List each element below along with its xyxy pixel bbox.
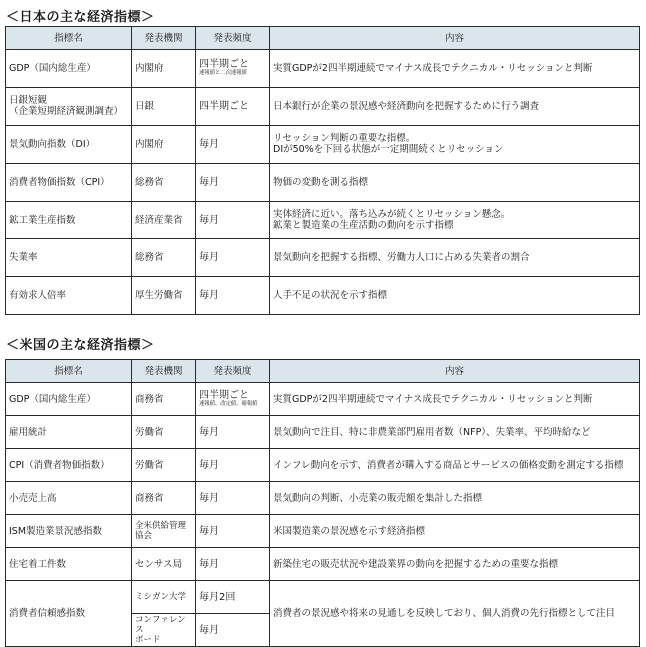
table-row	[6, 201, 640, 239]
content: 米国製造業の景況感を示す経済指標	[270, 515, 640, 548]
frequency	[196, 515, 270, 548]
agency: ミシガン大学	[132, 581, 196, 614]
indicator-name: GDP（国内総生産）	[6, 50, 132, 88]
table-row	[6, 125, 640, 163]
table-header-row	[6, 27, 640, 50]
content: 景気動向の判断、小売業の販売額を集計した指標	[270, 482, 640, 515]
indicator-name: 住宅着工件数	[6, 548, 132, 581]
indicator-name: 鉱工業生産指数	[6, 201, 132, 239]
header-indicator-name: 指標名	[6, 27, 132, 50]
indicator-name: 消費者信頼感指数	[6, 581, 132, 647]
frequency-note: 速報値、改定値、確報値	[199, 401, 258, 407]
agency: 総務省	[132, 163, 196, 201]
frequency-note: 速報値と二次速報値	[199, 70, 247, 77]
agency: 全米供給管理 協会	[132, 515, 196, 548]
table-row	[6, 383, 640, 416]
indicator-name: 景気動向指数（DI）	[6, 125, 132, 163]
indicator-name: 有効求人倍率	[6, 277, 132, 315]
table-row	[6, 482, 640, 515]
content: 人手不足の状況を示す指標	[270, 277, 640, 315]
table-header-row	[6, 360, 640, 383]
agency: 労働省	[132, 416, 196, 449]
us-section-title: ＜米国の主な経済指標＞	[6, 338, 155, 353]
indicator-name: CPI（消費者物価指数）	[6, 449, 132, 482]
header-agency: 発表機関	[132, 27, 196, 50]
header-content: 内容	[270, 360, 640, 383]
agency: 内閣府	[132, 50, 196, 88]
content: インフレ動向を示す、消費者が購入する商品とサービスの価格変動を測定する指標	[270, 449, 640, 482]
table-row	[6, 239, 640, 277]
table-row	[6, 581, 640, 614]
frequency	[196, 50, 270, 88]
content: 日本銀行が企業の景況感や経済動向を把握するために行う調査	[270, 87, 640, 125]
frequency	[196, 548, 270, 581]
content: 新築住宅の販売状況や建設業界の動向を把握するための重要な指標	[270, 548, 640, 581]
content: 景気動向を把握する指標、労働力人口に占める失業者の割合	[270, 239, 640, 277]
frequency-main: 毎月	[199, 252, 219, 264]
content: 実体経済に近い。落ち込みが続くとリセッション懸念。 鉱業と製造業の生産活動の動向を示す指標	[270, 201, 640, 239]
frequency	[196, 87, 270, 125]
agency: 労働省	[132, 449, 196, 482]
header-frequency: 発表頻度	[196, 360, 270, 383]
indicator-name: 雇用統計	[6, 416, 132, 449]
indicator-name: ISM製造業景況感指数	[6, 515, 132, 548]
header-indicator-name: 指標名	[6, 360, 132, 383]
frequency-main: 毎月	[199, 558, 219, 570]
frequency-main: 毎月	[199, 426, 219, 438]
content: リセッション判断の重要な指標。 DIが50%を下回る状態が一定期間続くとリセッション	[270, 125, 640, 163]
frequency-main: 毎月2回	[199, 591, 236, 603]
table-row	[6, 449, 640, 482]
frequency	[196, 449, 270, 482]
agency: 内閣府	[132, 125, 196, 163]
table-row	[6, 87, 640, 125]
agency: 商務省	[132, 482, 196, 515]
agency: 経済産業省	[132, 201, 196, 239]
japan-indicators-table	[5, 26, 640, 315]
content: 景気動向で注目、特に非農業部門雇用者数（NFP）、失業率、平均時給など	[270, 416, 640, 449]
table-row	[6, 50, 640, 88]
frequency-main: 毎月	[199, 492, 219, 504]
agency: 商務省	[132, 383, 196, 416]
content: 実質GDPが2四半期連続でマイナス成長でテクニカル・リセッションと判断	[270, 50, 640, 88]
table-row	[6, 515, 640, 548]
frequency	[196, 383, 270, 416]
table-row	[6, 416, 640, 449]
header-frequency: 発表頻度	[196, 27, 270, 50]
frequency	[196, 614, 270, 647]
indicator-name: 日銀短観 （企業短期経済観測調査）	[6, 87, 132, 125]
frequency	[196, 201, 270, 239]
frequency	[196, 125, 270, 163]
header-agency: 発表機関	[132, 360, 196, 383]
frequency	[196, 163, 270, 201]
indicator-name: 失業率	[6, 239, 132, 277]
agency: 総務省	[132, 239, 196, 277]
frequency-main: 四半期ごと	[199, 59, 249, 71]
table-row	[6, 548, 640, 581]
table-row	[6, 163, 640, 201]
agency: 日銀	[132, 87, 196, 125]
frequency	[196, 482, 270, 515]
frequency	[196, 416, 270, 449]
content: 実質GDPが2四半期連続でマイナス成長でテクニカル・リセッションと判断	[270, 383, 640, 416]
table-row	[6, 277, 640, 315]
content: 物価の変動を測る指標	[270, 163, 640, 201]
frequency-main: 毎月	[199, 525, 219, 537]
frequency-main: 毎月	[199, 459, 219, 471]
frequency	[196, 581, 270, 614]
frequency-main: 四半期ごと	[199, 100, 249, 112]
header-content: 内容	[270, 27, 640, 50]
japan-section-title: ＜日本の主な経済指標＞	[6, 10, 155, 25]
indicator-name: GDP（国内総生産）	[6, 383, 132, 416]
frequency-main: 毎月	[199, 290, 219, 302]
agency: コンファレンス ボード	[132, 614, 196, 647]
frequency-main: 毎月	[199, 138, 219, 150]
frequency-main: 毎月	[199, 214, 219, 226]
frequency	[196, 239, 270, 277]
frequency-main: 毎月	[199, 624, 219, 636]
agency: センサス局	[132, 548, 196, 581]
indicator-name: 小売売上高	[6, 482, 132, 515]
frequency-main: 毎月	[199, 176, 219, 188]
agency: 厚生労働省	[132, 277, 196, 315]
us-indicators-table	[5, 359, 640, 647]
frequency-main: 四半期ごと	[199, 390, 249, 401]
frequency	[196, 277, 270, 315]
indicator-name: 消費者物価指数（CPI）	[6, 163, 132, 201]
content: 消費者の景況感や将来の見通しを反映しており、個人消費の先行指標として注目	[270, 581, 640, 647]
